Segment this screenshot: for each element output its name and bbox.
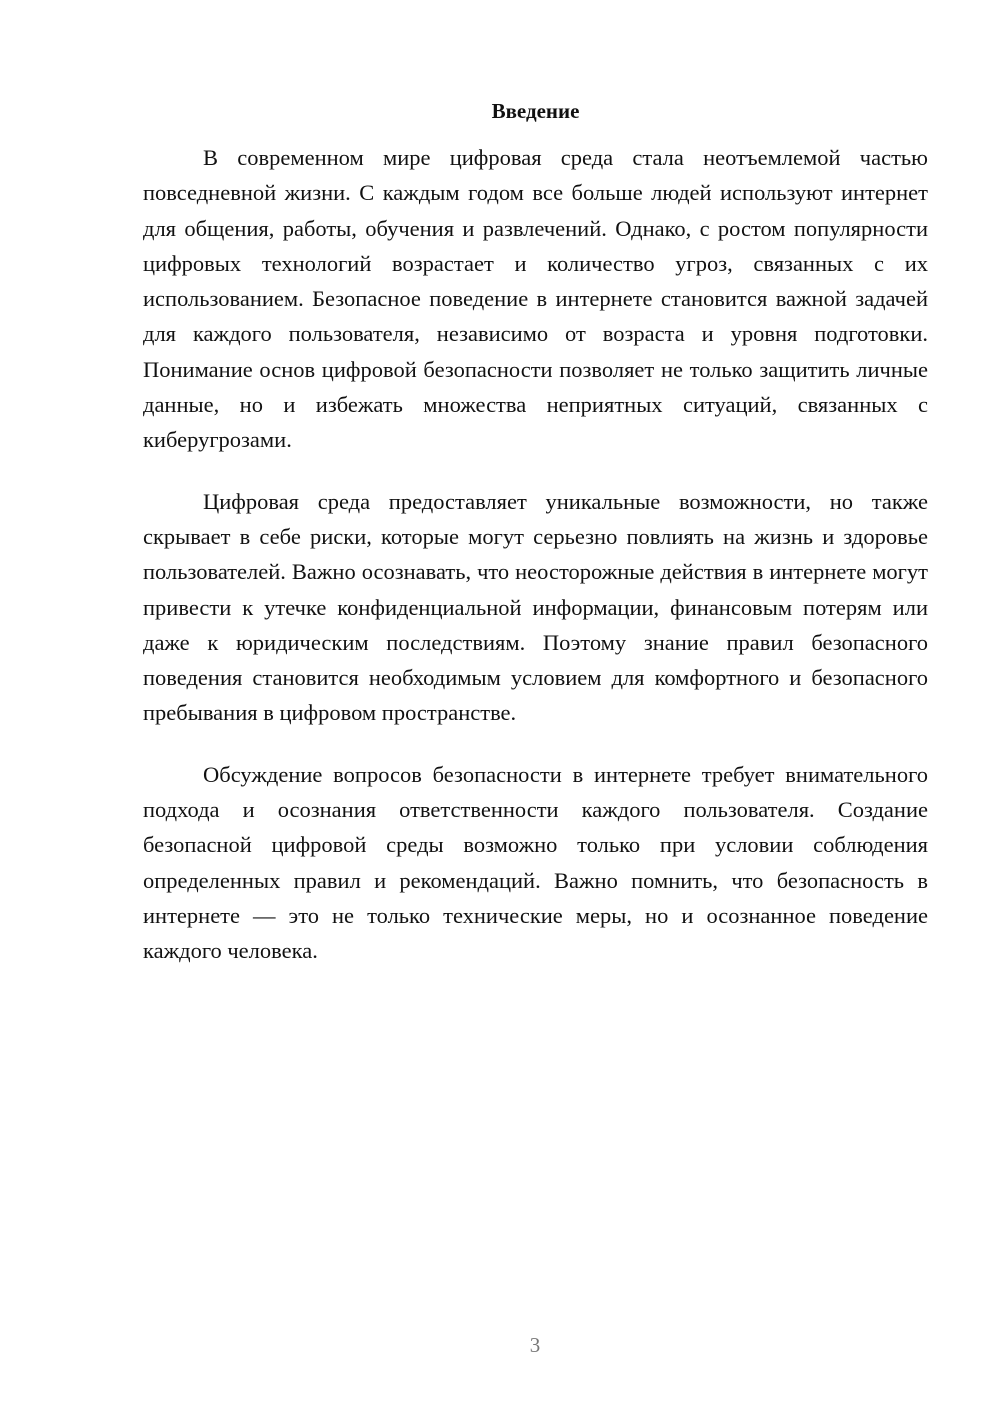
page-number: 3	[529, 1333, 541, 1357]
section-title: Введение	[491, 99, 580, 123]
paragraph-2: Цифровая среда предоставляет уникальные возможности, но также скрывает в себе риски, которые могут серьезно повлиять на жизнь и здоровье пользователей. Важно осознавать, что неосторожные действия в интернете могут привести к утечке конфиденциальной информации, финансовым потерям или даже к юридическим последствиям. Поэтому знание правил безопасного поведения становится необходимым условием для комфортного и безопасного пребывания в цифровом пространстве.	[143, 488, 928, 726]
paragraph-1: В современном мире цифровая среда стала неотъемлемой частью повседневной жизни. С каждым годом все больше людей используют интернет для общения, работы, обучения и развлечений. Однако, с ростом популярности цифровых технологий возрастает и количество угроз, связанных с их использованием. Безопасное поведение в интернете становится важной задачей для каждого пользователя, независимо от возраста и уровня подготовки. Понимание основ цифровой безопасности позволяет не только защитить личные данные, но и избежать множества неприятных ситуаций, связанных с киберугрозами.	[143, 145, 928, 453]
paragraph-3: Обсуждение вопросов безопасности в интернете требует внимательного подхода и осознания ответственности каждого пользователя. Создание безопасной цифровой среды возможно только при условии соблюдения определенных правил и рекомендаций. Важно помнить, что безопасность в интернете — это не только технические меры, но и осознанное поведение каждого человека.	[143, 761, 928, 964]
page-content	[143, 96, 928, 995]
